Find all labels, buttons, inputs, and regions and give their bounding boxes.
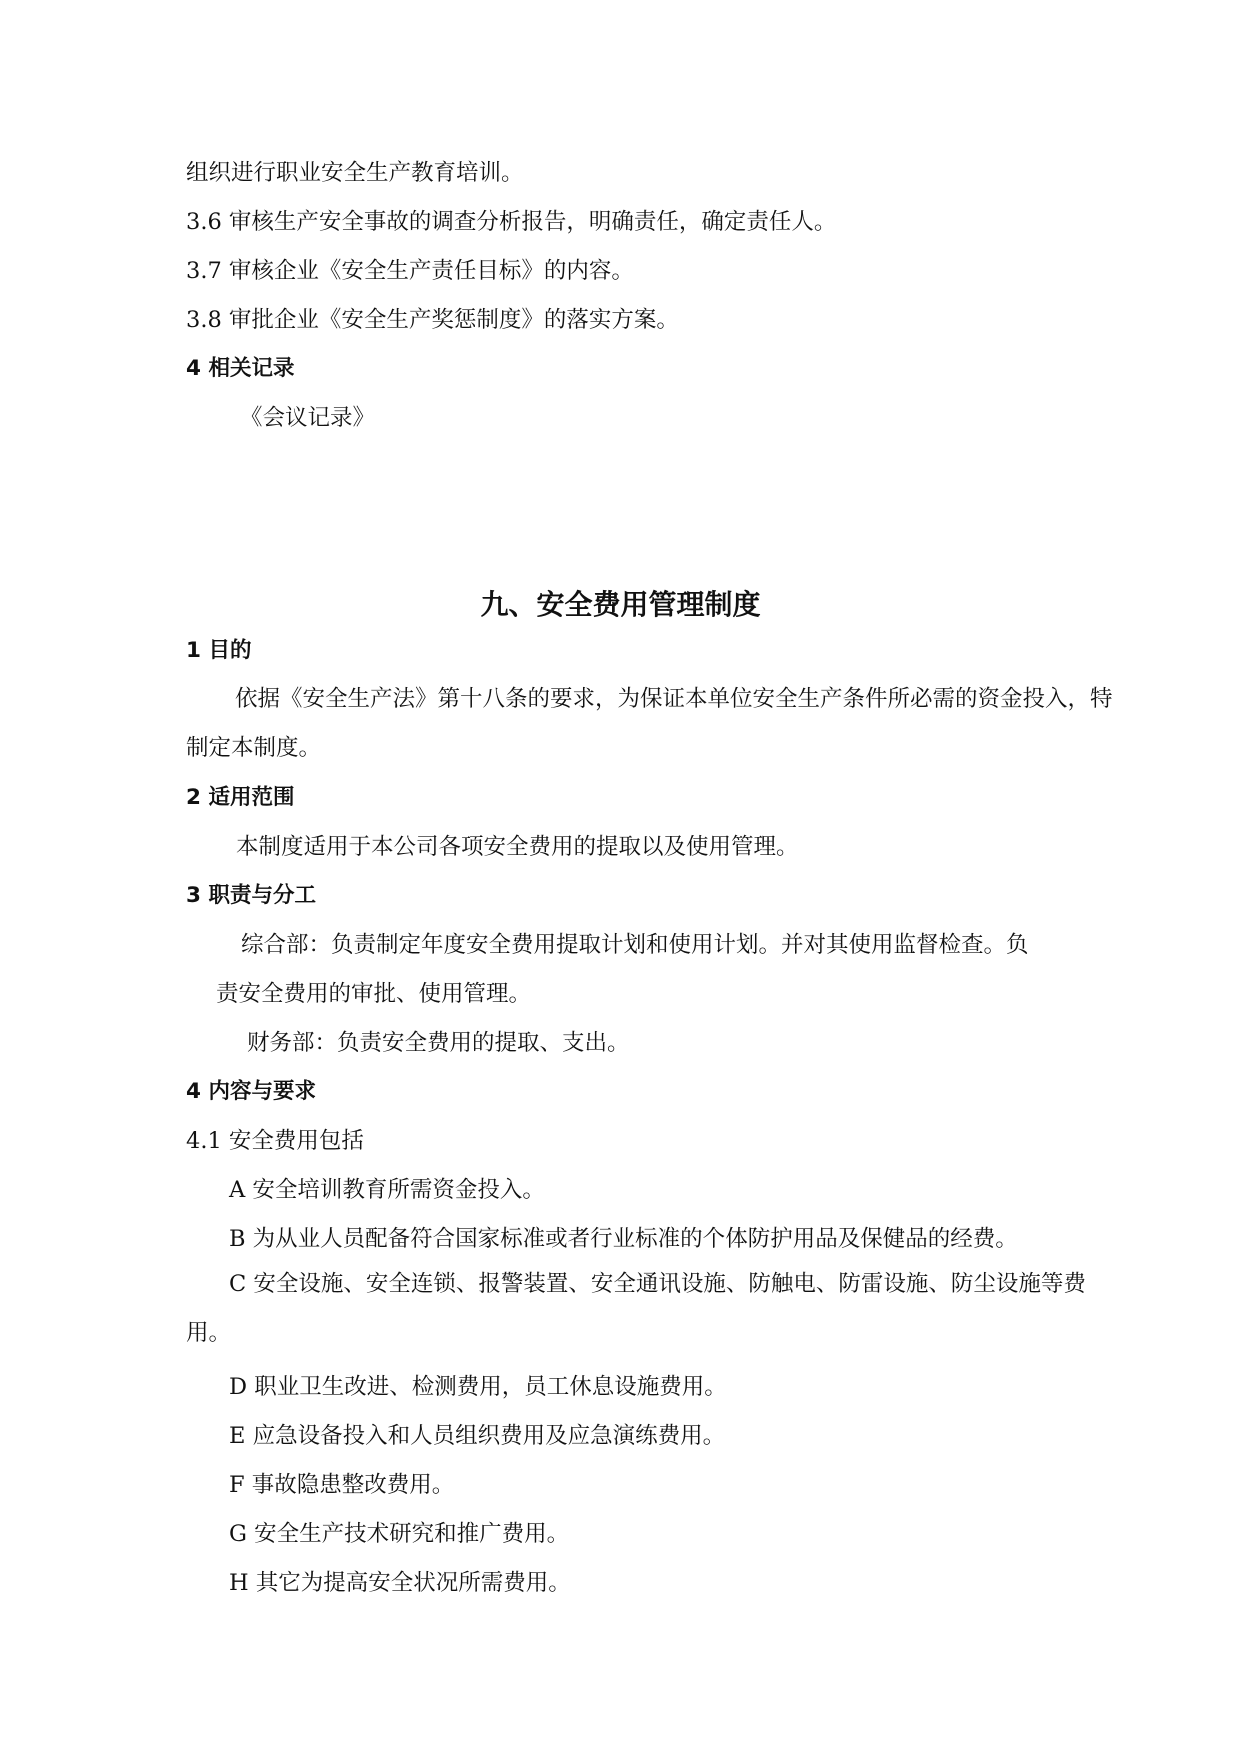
list-item-b: B 为从业人员配备符合国家标准或者行业标准的个体防护用品及保健品的经费。 [229, 1226, 1018, 1252]
body-line: 组织进行职业安全生产教育培训。 [186, 160, 524, 186]
duty-general-dept-cont: 责安全费用的审批、使用管理。 [216, 981, 532, 1007]
list-item-d: D 职业卫生改进、检测费用，员工休息设施费用。 [229, 1374, 727, 1400]
heading-duties: 3 职责与分工 [186, 883, 316, 908]
list-item-a: A 安全培训教育所需资金投入。 [229, 1177, 545, 1203]
section-title: 九、安全费用管理制度 [480, 588, 761, 621]
duty-general-dept: 综合部：负责制定年度安全费用提取计划和使用计划。并对其使用监督检查。负 [241, 932, 1029, 958]
heading-content: 4 内容与要求 [186, 1079, 316, 1104]
purpose-paragraph [186, 675, 1120, 773]
heading-purpose: 1 目的 [186, 638, 252, 663]
list-item-c: C 安全设施、安全连锁、报警装置、安全通讯设施、防触电、防雷设施、防尘设施等费用。 [186, 1271, 1086, 1346]
record-item: 《会议记录》 [240, 405, 376, 431]
list-item-g: G 安全生产技术研究和推广费用。 [229, 1521, 570, 1547]
clause-3-7: 3.7 审核企业《安全生产责任目标》的内容。 [186, 258, 634, 284]
purpose-text: 依据《安全生产法》第十八条的要求，为保证本单位安全生产条件所必需的资金投入，特制定本制度。 [186, 686, 1113, 761]
list-item-c-paragraph [186, 1260, 1120, 1358]
heading-related-records: 4 相关记录 [186, 356, 295, 381]
heading-scope: 2 适用范围 [186, 785, 295, 810]
duty-finance-dept: 财务部：负责安全费用的提取、支出。 [247, 1030, 630, 1056]
scope-text: 本制度适用于本公司各项安全费用的提取以及使用管理。 [236, 834, 799, 860]
list-item-f: F 事故隐患整改费用。 [229, 1472, 455, 1498]
clause-3-6: 3.6 审核生产安全事故的调查分析报告，明确责任，确定责任人。 [186, 209, 837, 235]
list-item-e: E 应急设备投入和人员组织费用及应急演练费用。 [229, 1423, 726, 1449]
clause-3-8: 3.8 审批企业《安全生产奖惩制度》的落实方案。 [186, 307, 679, 333]
clause-4-1: 4.1 安全费用包括 [186, 1128, 364, 1154]
list-item-h: H 其它为提高安全状况所需费用。 [229, 1570, 571, 1596]
